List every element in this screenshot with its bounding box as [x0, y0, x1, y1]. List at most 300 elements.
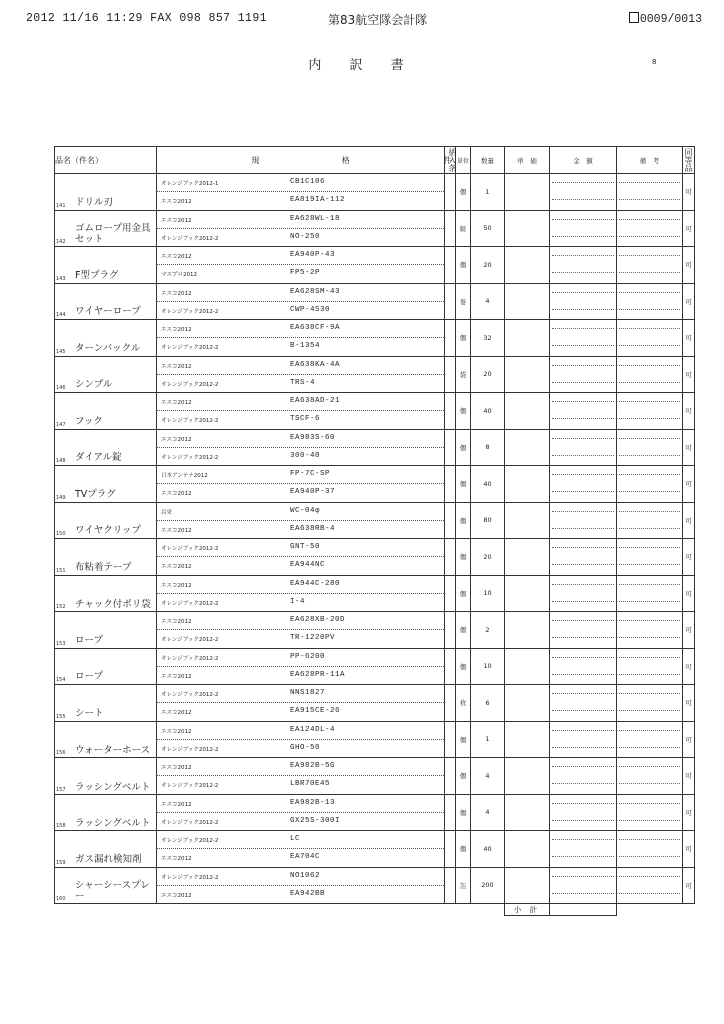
- spec-maker: エスコ2012: [161, 436, 192, 443]
- item-name: シンブル: [75, 379, 113, 390]
- unit-cell: 個: [456, 794, 471, 831]
- spec-model: EA982B-5G: [290, 762, 336, 771]
- unit-price-cell: [505, 612, 550, 649]
- delivery-cell: [445, 648, 456, 685]
- spec-maker: オレンジブック2012-2: [161, 546, 219, 553]
- unit-cell: 個: [456, 648, 471, 685]
- spec-maker: オレンジブック2012-1: [161, 181, 219, 188]
- spec-maker: オレンジブック2012-2: [161, 600, 219, 607]
- spec-line: [157, 831, 444, 849]
- unit-price-cell: [505, 247, 550, 284]
- spec-maker: エスコ2012: [161, 254, 192, 261]
- unit-cell: 個: [456, 466, 471, 503]
- unit-cell: 枚: [456, 685, 471, 722]
- itemized-table: [54, 146, 695, 916]
- spec-line: [157, 703, 444, 720]
- equivalent-cell: 可: [683, 429, 695, 466]
- unit-price-cell: [505, 502, 550, 539]
- unit-price-cell: [505, 575, 550, 612]
- remarks-cell: [617, 174, 683, 211]
- spec-maker: オレンジブック2012-2: [161, 838, 219, 845]
- header-spec-left: 規: [251, 155, 260, 165]
- qty-cell: 10: [471, 575, 505, 612]
- row-number: 159: [56, 859, 66, 866]
- item-name-cell: [55, 575, 157, 612]
- spec-line: [157, 320, 444, 338]
- spec-line: [157, 375, 444, 392]
- item-name-cell: [55, 466, 157, 503]
- remarks-cell: [617, 539, 683, 576]
- equivalent-cell: 可: [683, 685, 695, 722]
- amount-cell: [550, 502, 617, 539]
- spec-model: EA704C: [290, 853, 321, 862]
- qty-cell: 2: [471, 612, 505, 649]
- spec-line: [157, 284, 444, 302]
- remarks-cell: [617, 685, 683, 722]
- table-row: [55, 539, 695, 576]
- item-name: フック: [75, 415, 103, 427]
- unit-price-cell: [505, 320, 550, 357]
- spec-cell: [157, 502, 445, 539]
- amount-cell: [550, 466, 617, 503]
- spec-cell: [157, 648, 445, 685]
- spec-cell: [157, 721, 445, 758]
- spec-line: [157, 521, 444, 538]
- equivalent-cell: 可: [683, 320, 695, 357]
- amount-cell: [550, 721, 617, 758]
- spec-maker: エスコ2012: [161, 728, 192, 735]
- spec-cell: [157, 283, 445, 320]
- row-number: 155: [56, 713, 66, 720]
- remarks-cell: [617, 612, 683, 649]
- qty-cell: 40: [471, 831, 505, 868]
- spec-model: EA982B-13: [290, 798, 336, 807]
- spec-model: GNT-50: [290, 543, 321, 552]
- spec-line: [157, 247, 444, 265]
- spec-line: [157, 466, 444, 484]
- spec-line: [157, 868, 444, 886]
- delivery-cell: [445, 283, 456, 320]
- unit-price-cell: [505, 210, 550, 247]
- unit-cell: 個: [456, 612, 471, 649]
- remarks-cell: [617, 831, 683, 868]
- header-delivery: 納入条件: [443, 148, 457, 172]
- spec-maker: マスプロ2012: [161, 272, 197, 279]
- spec-model: EA638CF-9A: [290, 324, 341, 333]
- delivery-cell: [445, 174, 456, 211]
- spec-model: EA638AD-21: [290, 397, 341, 406]
- delivery-cell: [445, 320, 456, 357]
- spec-maker: エスコ2012: [161, 856, 192, 863]
- spec-maker: オレンジブック2012-2: [161, 418, 219, 425]
- spec-line: [157, 667, 444, 684]
- item-name: ロープ: [75, 671, 104, 682]
- spec-model: NNS1827: [290, 689, 326, 698]
- table-row: [55, 393, 695, 430]
- spec-maker: エスコ2012: [161, 619, 192, 626]
- table-row: [55, 685, 695, 722]
- unit-price-cell: [505, 393, 550, 430]
- table-row: [55, 466, 695, 503]
- delivery-cell: [445, 831, 456, 868]
- amount-cell: [550, 758, 617, 795]
- delivery-cell: [445, 575, 456, 612]
- equivalent-cell: 可: [683, 612, 695, 649]
- qty-cell: 200: [471, 867, 505, 904]
- spec-cell: [157, 466, 445, 503]
- spec-line: [157, 430, 444, 448]
- spec-line: [157, 649, 444, 667]
- spec-model: EA940P-37: [290, 488, 336, 497]
- remarks-cell: [617, 247, 683, 284]
- item-name: ドリル刃: [75, 196, 114, 208]
- delivery-cell: [445, 502, 456, 539]
- item-name-cell: [55, 758, 157, 795]
- spec-cell: [157, 320, 445, 357]
- spec-cell: [157, 575, 445, 612]
- equivalent-cell: 可: [683, 867, 695, 904]
- table-row: [55, 867, 695, 904]
- item-name-cell: [55, 320, 157, 357]
- spec-model: FP5-2P: [290, 269, 321, 278]
- remarks-cell: [617, 393, 683, 430]
- spec-maker: 日本アンテナ2012: [161, 473, 208, 480]
- delivery-cell: [445, 721, 456, 758]
- delivery-cell: [445, 758, 456, 795]
- delivery-cell: [445, 393, 456, 430]
- row-number: 153: [56, 640, 66, 647]
- spec-line: [157, 557, 444, 574]
- table-row: [55, 575, 695, 612]
- amount-cell: [550, 648, 617, 685]
- spec-maker: エスコ2012: [161, 564, 192, 571]
- spec-cell: [157, 429, 445, 466]
- qty-cell: 4: [471, 794, 505, 831]
- spec-model: EA915CE-26: [290, 707, 341, 716]
- spec-model: I-4: [290, 597, 306, 606]
- item-name: チャック付ポリ袋: [75, 599, 151, 610]
- equivalent-cell: 可: [683, 393, 695, 430]
- delivery-cell: [445, 685, 456, 722]
- remarks-cell: [617, 210, 683, 247]
- item-name: TVプラグ: [75, 488, 116, 500]
- unit-cell: 個: [456, 721, 471, 758]
- spec-model: EA628PR-11A: [290, 670, 346, 679]
- item-name: ラッシングベルト: [75, 818, 151, 829]
- amount-cell: [550, 685, 617, 722]
- spec-maker: エスコ2012: [161, 801, 192, 808]
- remarks-cell: [617, 575, 683, 612]
- unit-price-cell: [505, 721, 550, 758]
- spec-maker: エスコ2012: [161, 892, 192, 899]
- qty-cell: 20: [471, 247, 505, 284]
- equivalent-cell: 可: [683, 721, 695, 758]
- delivery-cell: [445, 429, 456, 466]
- spec-cell: [157, 831, 445, 868]
- unit-cell: 個: [456, 320, 471, 357]
- spec-model: GX25S-300I: [290, 816, 341, 825]
- spec-line: [157, 539, 444, 557]
- qty-cell: 32: [471, 320, 505, 357]
- equivalent-cell: 可: [683, 356, 695, 393]
- spec-maker: オレンジブック2012-2: [161, 692, 219, 699]
- equivalent-cell: 可: [683, 174, 695, 211]
- equivalent-cell: 可: [683, 247, 695, 284]
- spec-model: FP-7C-SP: [290, 470, 331, 479]
- fax-page-icon: [629, 12, 639, 23]
- spec-line: [157, 192, 444, 209]
- qty-cell: 1: [471, 174, 505, 211]
- spec-model: LBR70E45: [290, 780, 331, 789]
- spec-model: EA628XB-20D: [290, 616, 346, 625]
- spec-line: [157, 484, 444, 501]
- header-spec-right: 格: [341, 155, 350, 165]
- unit-price-cell: [505, 466, 550, 503]
- unit-cell: 組: [456, 210, 471, 247]
- row-number: 149: [56, 494, 66, 501]
- row-number: 141: [56, 202, 66, 209]
- equivalent-cell: 可: [683, 283, 695, 320]
- item-name-cell: [55, 831, 157, 868]
- spec-maker: エスコ2012: [161, 199, 192, 206]
- equivalent-cell: 可: [683, 210, 695, 247]
- item-name-cell: [55, 612, 157, 649]
- amount-cell: [550, 612, 617, 649]
- unit-price-cell: [505, 174, 550, 211]
- unit-price-cell: [505, 685, 550, 722]
- unit-cell: 個: [456, 174, 471, 211]
- delivery-cell: [445, 794, 456, 831]
- delivery-cell: [445, 210, 456, 247]
- spec-line: [157, 612, 444, 630]
- unit-price-cell: [505, 283, 550, 320]
- spec-line: [157, 594, 444, 611]
- table-row: [55, 174, 695, 211]
- spec-cell: [157, 210, 445, 247]
- spec-maker: エスコ2012: [161, 491, 192, 498]
- header-unit: 単位: [456, 147, 471, 174]
- amount-cell: [550, 393, 617, 430]
- table-row: [55, 794, 695, 831]
- delivery-cell: [445, 356, 456, 393]
- amount-cell: [550, 867, 617, 904]
- spec-model: EA940P-43: [290, 251, 336, 260]
- spec-line: [157, 886, 444, 903]
- unit-cell: 袋: [456, 356, 471, 393]
- amount-cell: [550, 539, 617, 576]
- item-name-cell: [55, 794, 157, 831]
- remarks-cell: [617, 758, 683, 795]
- spec-maker: オレンジブック2012-2: [161, 454, 219, 461]
- spec-maker: オレンジブック2012-2: [161, 235, 219, 242]
- spec-maker: エスコ2012: [161, 327, 192, 334]
- unit-cell: 個: [456, 575, 471, 612]
- spec-line: [157, 722, 444, 740]
- item-name-cell: [55, 174, 157, 211]
- amount-cell: [550, 320, 617, 357]
- unit-price-cell: [505, 429, 550, 466]
- item-name: ゴムロープ用金具セット: [75, 223, 151, 245]
- spec-model: EA944NC: [290, 561, 326, 570]
- spec-maker: エスコ2012: [161, 527, 192, 534]
- table-row: [55, 648, 695, 685]
- spec-line: [157, 265, 444, 282]
- row-number: 156: [56, 750, 66, 756]
- qty-cell: 40: [471, 466, 505, 503]
- spec-maker: エスコ2012: [161, 363, 192, 370]
- spec-model: EA124DL-4: [290, 725, 336, 734]
- item-name: ワイヤクリップ: [75, 525, 141, 536]
- item-name: シート: [75, 707, 104, 719]
- item-name: ターンバックル: [75, 342, 141, 354]
- table-row: [55, 721, 695, 758]
- amount-cell: [550, 247, 617, 284]
- equivalent-cell: 可: [683, 648, 695, 685]
- header-qty: 数量: [471, 147, 505, 174]
- spec-cell: [157, 612, 445, 649]
- spec-line: [157, 813, 444, 830]
- equivalent-cell: 可: [683, 758, 695, 795]
- equivalent-cell: 可: [683, 831, 695, 868]
- amount-cell: [550, 174, 617, 211]
- item-name-cell: [55, 721, 157, 758]
- delivery-cell: [445, 539, 456, 576]
- spec-model: CWP-4S30: [290, 305, 331, 314]
- header-remarks: 備 考: [617, 147, 683, 174]
- item-name-cell: [55, 393, 157, 430]
- item-name: F型プラグ: [75, 269, 119, 281]
- table-row: [55, 502, 695, 539]
- spec-cell: [157, 393, 445, 430]
- qty-cell: 4: [471, 758, 505, 795]
- spec-model: PP-6200: [290, 652, 326, 661]
- item-name: シャーシースプレー: [75, 880, 150, 902]
- row-number: 152: [56, 604, 66, 610]
- unit-price-cell: [505, 794, 550, 831]
- item-name-cell: [55, 539, 157, 576]
- qty-cell: 10: [471, 648, 505, 685]
- spec-maker: エスコ2012: [161, 400, 192, 407]
- spec-cell: [157, 174, 445, 211]
- subtotal-label: 小 計: [505, 904, 550, 916]
- amount-cell: [550, 831, 617, 868]
- equivalent-cell: 可: [683, 502, 695, 539]
- spec-maker: エスコ2012: [161, 710, 192, 717]
- table-row: [55, 758, 695, 795]
- spec-model: EA819IA-112: [290, 196, 346, 205]
- table-row: [55, 320, 695, 357]
- row-number: 151: [56, 567, 66, 574]
- amount-cell: [550, 210, 617, 247]
- unit-price-cell: [505, 356, 550, 393]
- spec-model: TR-1220PV: [290, 634, 336, 643]
- page-title: 内 訳 書: [308, 58, 416, 73]
- qty-cell: 40: [471, 393, 505, 430]
- item-name-cell: [55, 502, 157, 539]
- table-row: [55, 283, 695, 320]
- row-number: 160: [56, 896, 66, 902]
- spec-model: EA638RB-4: [290, 524, 336, 533]
- spec-model: NO1062: [290, 871, 321, 880]
- item-name-cell: [55, 685, 157, 722]
- spec-maker: オレンジブック2012-2: [161, 637, 219, 644]
- corner-mark: 8: [652, 58, 657, 66]
- amount-cell: [550, 429, 617, 466]
- spec-cell: [157, 867, 445, 904]
- spec-model: 300-40: [290, 451, 321, 460]
- spec-maker: エスコ2012: [161, 290, 192, 297]
- subtotal-amount: [550, 904, 617, 916]
- equivalent-cell: 可: [683, 539, 695, 576]
- equivalent-cell: 可: [683, 794, 695, 831]
- spec-maker: オレンジブック2012-2: [161, 783, 219, 790]
- remarks-cell: [617, 648, 683, 685]
- spec-maker: オレンジブック2012-2: [161, 345, 219, 352]
- unit-cell: 個: [456, 247, 471, 284]
- spec-model: LC: [290, 835, 301, 844]
- spec-maker: オレンジブック2012-2: [161, 381, 219, 388]
- remarks-cell: [617, 466, 683, 503]
- spec-line: [157, 448, 444, 465]
- row-number: 150: [56, 531, 66, 537]
- delivery-cell: [445, 466, 456, 503]
- delivery-cell: [445, 247, 456, 284]
- spec-line: [157, 740, 444, 757]
- unit-cell: 個: [456, 502, 471, 539]
- spec-line: [157, 758, 444, 776]
- item-name: ラッシングベルト: [75, 781, 151, 793]
- spec-maker: エスコ2012: [161, 765, 192, 772]
- equivalent-cell: 可: [683, 575, 695, 612]
- spec-line: [157, 776, 444, 793]
- fax-header: [0, 8, 724, 30]
- row-number: 148: [56, 458, 66, 464]
- row-number: 144: [56, 312, 66, 318]
- fax-transmission-info: 2012 11/16 11:29 FAX 098 857 1191: [26, 12, 267, 25]
- item-name: ウォーターホース: [75, 745, 151, 756]
- spec-cell: [157, 758, 445, 795]
- fax-sender-name: 第83航空隊会計隊: [328, 13, 428, 27]
- table-header-row: [55, 147, 695, 174]
- unit-cell: 個: [456, 393, 471, 430]
- spec-model: TRS-4: [290, 378, 316, 387]
- table-row: [55, 210, 695, 247]
- amount-cell: [550, 575, 617, 612]
- spec-line: [157, 795, 444, 813]
- item-name-cell: [55, 867, 157, 904]
- spec-line: [157, 685, 444, 703]
- spec-maker: オレンジブック2012-2: [161, 655, 219, 662]
- item-name: ダイアル錠: [75, 452, 122, 463]
- row-number: 145: [56, 348, 66, 355]
- spec-cell: [157, 539, 445, 576]
- unit-cell: 個: [456, 429, 471, 466]
- spec-model: EA944C-280: [290, 579, 341, 588]
- spec-line: [157, 357, 444, 375]
- qty-cell: 6: [471, 685, 505, 722]
- unit-cell: 巻: [456, 283, 471, 320]
- spec-line: [157, 302, 444, 319]
- qty-cell: 8: [471, 429, 505, 466]
- qty-cell: 1: [471, 721, 505, 758]
- spec-model: EA628WL-18: [290, 214, 341, 223]
- item-name-cell: [55, 283, 157, 320]
- table-row: [55, 831, 695, 868]
- qty-cell: 80: [471, 502, 505, 539]
- row-number: 143: [56, 275, 66, 282]
- spec-cell: [157, 356, 445, 393]
- spec-model: NO-250: [290, 232, 321, 241]
